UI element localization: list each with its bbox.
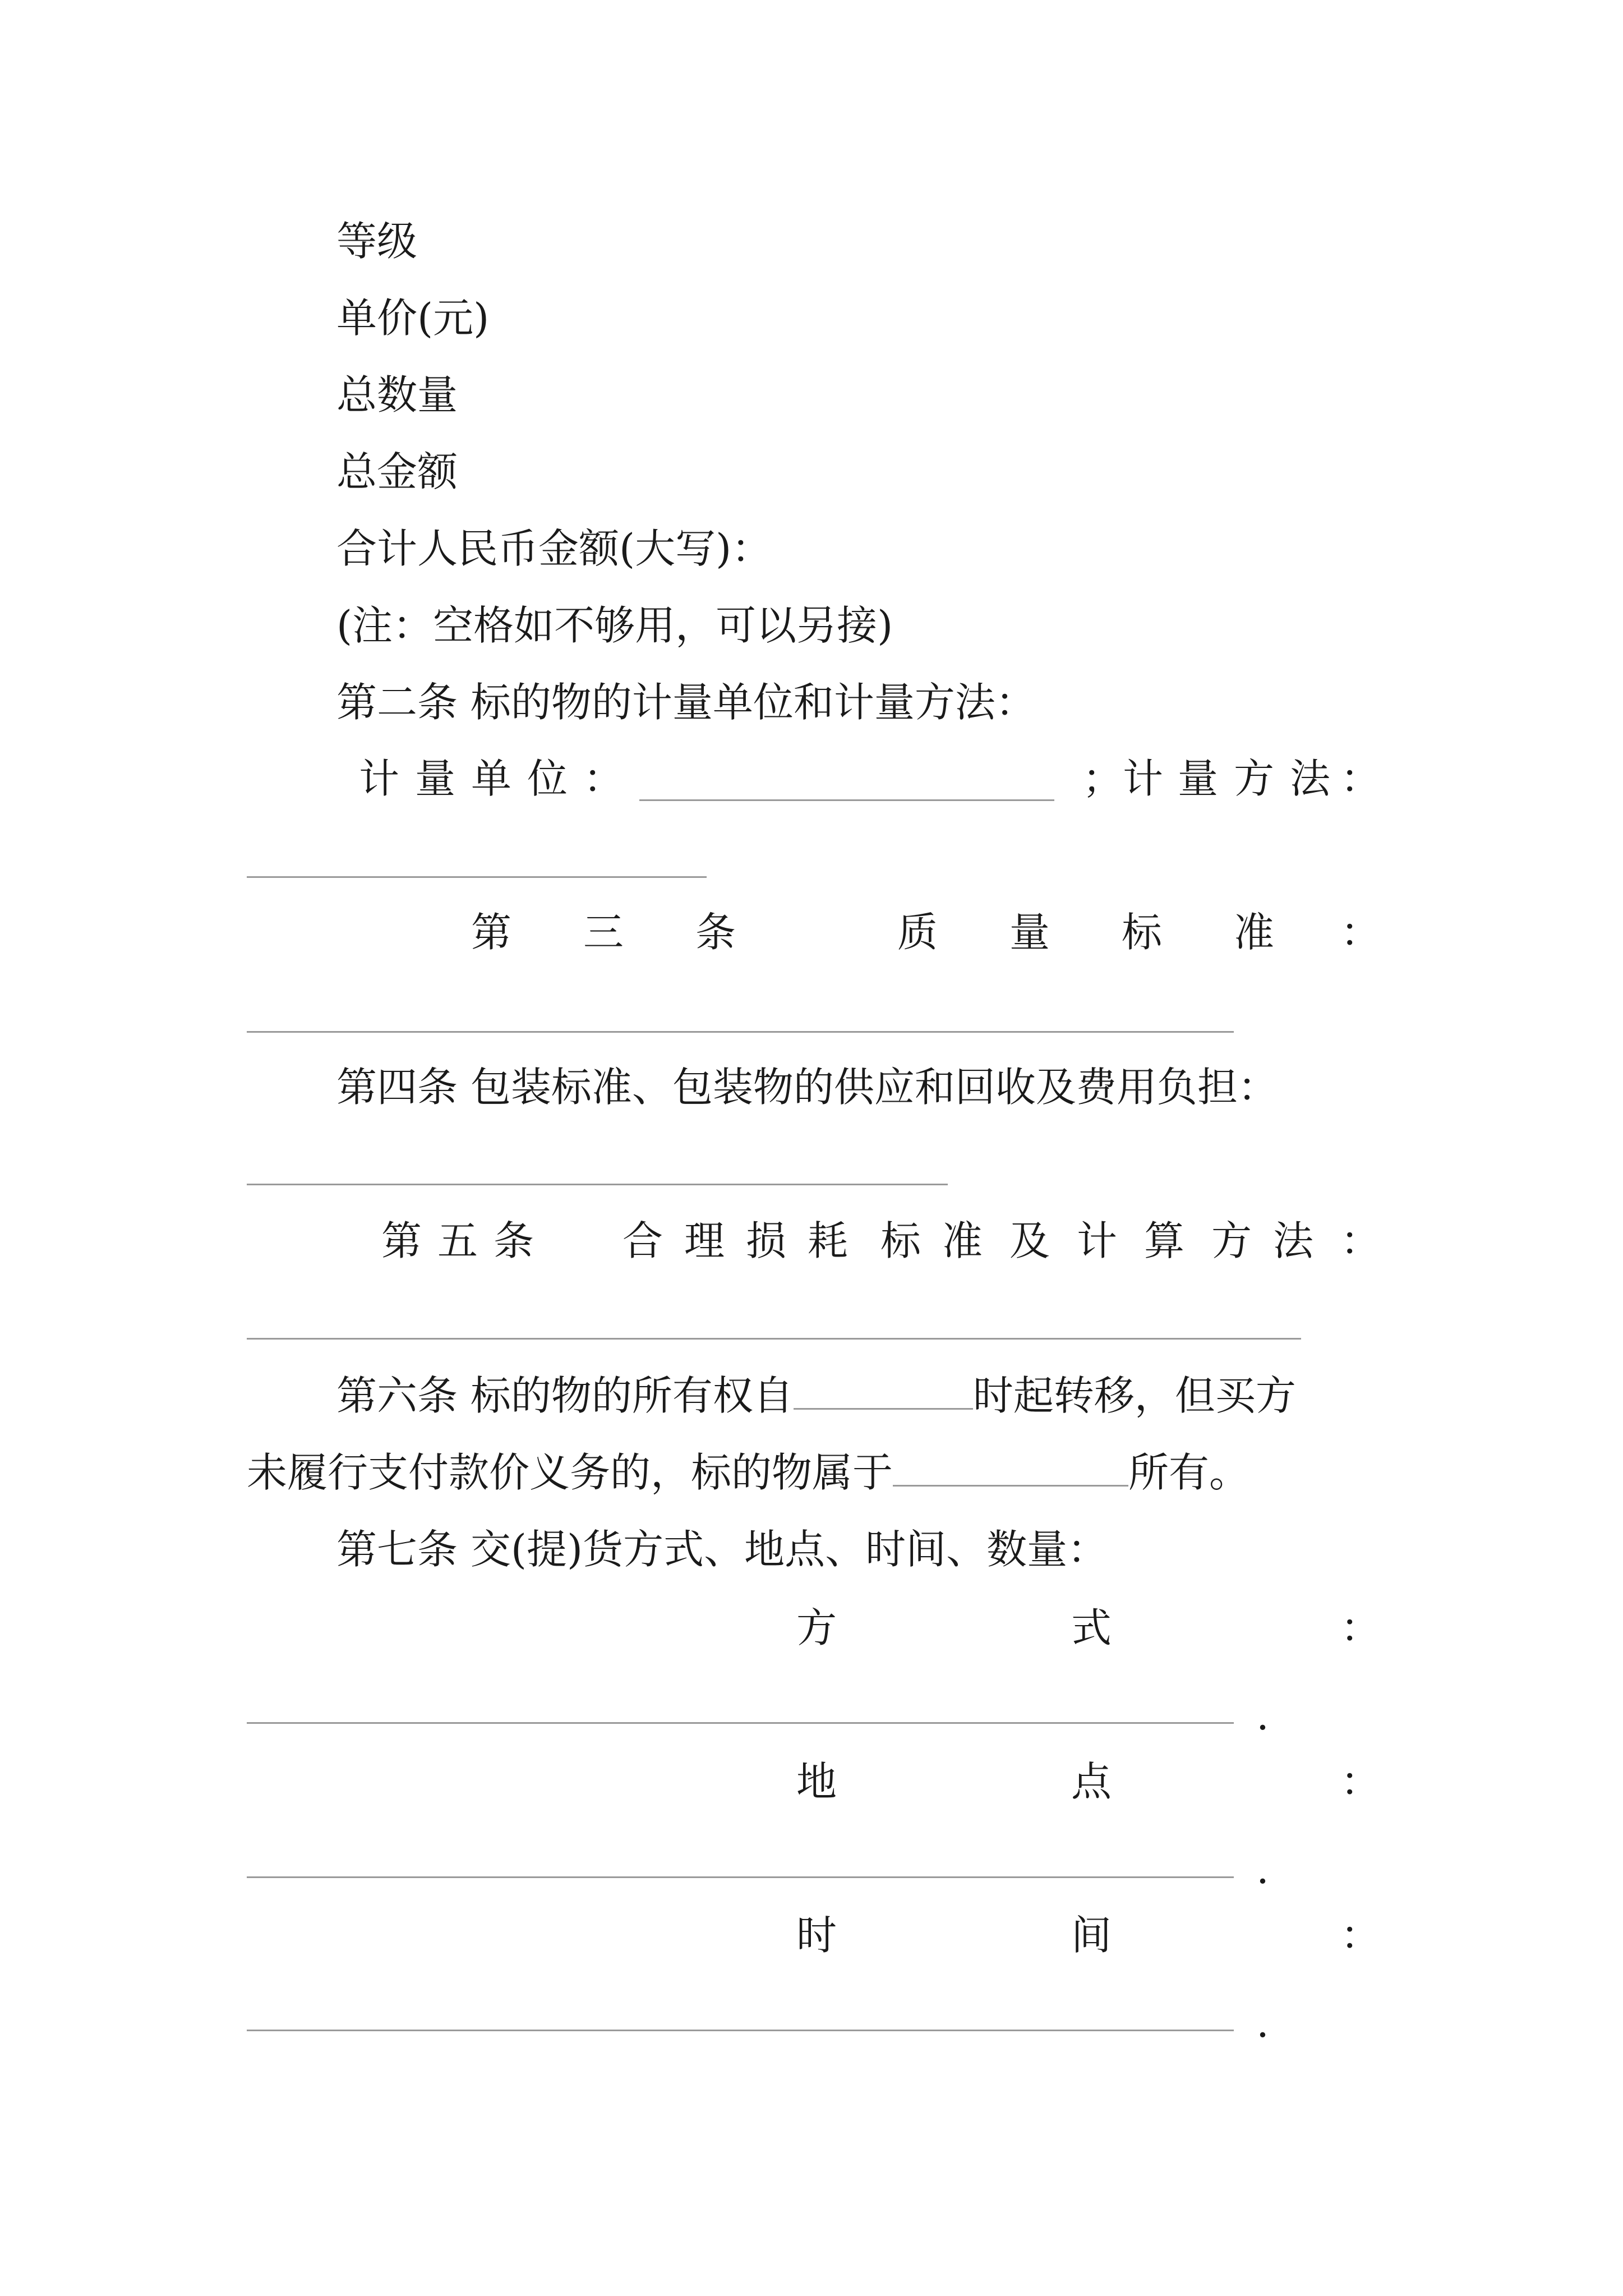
method-char: ；计 <box>1082 755 1164 802</box>
delivery-time-blank[interactable] <box>247 2030 1234 2031</box>
article-5-char: 损 <box>746 1217 787 1264</box>
delivery-time-char: 时 <box>796 1912 837 1959</box>
article-5-char: 五 <box>437 1217 478 1264</box>
article-6-line-1 <box>336 1368 1296 1424</box>
article-3-char: 条 <box>695 909 736 956</box>
unit-char: 计 <box>359 755 400 802</box>
article-5-char: 计 <box>1077 1217 1118 1264</box>
article-5-char: 方 <box>1211 1217 1252 1264</box>
article-6-text-a: 第六条 标的物的所有权自 <box>336 1372 794 1419</box>
article-5-char: ： <box>1340 1217 1381 1264</box>
article-5-char: 标 <box>880 1217 921 1264</box>
article-5-char: 条 <box>494 1217 534 1264</box>
article-5-char: 合 <box>623 1217 663 1264</box>
delivery-time-end: . <box>1256 1999 1269 2046</box>
method-char: 法 <box>1290 755 1331 802</box>
method-char: ： <box>1340 755 1381 802</box>
delivery-place-blank[interactable] <box>247 1876 1234 1878</box>
loss-standard-blank[interactable] <box>247 1338 1301 1340</box>
article-5-char: 及 <box>1009 1217 1050 1264</box>
unit-char: 单 <box>471 755 512 802</box>
grade-label: 等级 <box>336 218 418 265</box>
article-4-title: 第四条 包装标准、包装物的供应和回收及费用负担： <box>336 1064 1278 1111</box>
delivery-method-char: 方 <box>796 1604 837 1651</box>
article-3-char: 第 <box>471 909 512 956</box>
article-6-text-b: 时起转移，但买方 <box>972 1372 1296 1419</box>
total-amount-label: 总金额 <box>336 448 458 495</box>
article-5-char: 法 <box>1273 1217 1314 1264</box>
article-3-char: 准 <box>1234 909 1275 956</box>
note-text: (注：空格如不够用，可以另接) <box>336 602 893 649</box>
article-5-char: 算 <box>1144 1217 1185 1264</box>
delivery-place-end: . <box>1256 1846 1269 1893</box>
article-3-char: 标 <box>1122 909 1163 956</box>
delivery-time-char: 间 <box>1071 1912 1112 1959</box>
delivery-place-char: 点 <box>1071 1758 1112 1805</box>
delivery-place-char: 地 <box>796 1758 837 1805</box>
delivery-method-char: 式 <box>1071 1604 1112 1651</box>
packaging-blank[interactable] <box>247 1184 948 1185</box>
article-3-char: ： <box>1340 909 1381 956</box>
quality-standard-blank[interactable] <box>247 1031 1234 1033</box>
delivery-time-colon: ： <box>1340 1912 1381 1959</box>
article-5-char: 理 <box>684 1217 725 1264</box>
method-char: 量 <box>1178 755 1219 802</box>
article-6-line-2 <box>247 1444 1249 1501</box>
unit-char: 位 <box>527 755 568 802</box>
article-7-title: 第七条 交(提)货方式、地点、时间、数量： <box>336 1526 1108 1573</box>
article-6-text-d: 所有。 <box>1128 1449 1250 1496</box>
method-char: 方 <box>1234 755 1275 802</box>
article-3-char: 三 <box>583 909 624 956</box>
unit-blank[interactable] <box>639 799 1054 801</box>
owner-blank[interactable] <box>893 1451 1128 1487</box>
delivery-place-colon: ： <box>1340 1758 1381 1805</box>
article-5-char: 准 <box>942 1217 983 1264</box>
article-3-char: 质 <box>897 909 938 956</box>
article-2-title: 第二条 标的物的计量单位和计量方法： <box>336 679 1036 726</box>
article-5-char: 第 <box>381 1217 422 1264</box>
unit-price-label: 单价(元) <box>336 295 490 342</box>
article-3-char: 量 <box>1009 909 1050 956</box>
delivery-method-colon: ： <box>1340 1604 1381 1651</box>
unit-char: 量 <box>415 755 456 802</box>
article-6-text-c: 未履行支付款价义务的，标的物属于 <box>247 1449 893 1496</box>
method-blank[interactable] <box>247 876 707 878</box>
rmb-total-label: 合计人民币金额(大写)： <box>336 525 772 572</box>
article-5-char: 耗 <box>808 1217 849 1264</box>
delivery-method-end: . <box>1256 1692 1269 1739</box>
transfer-time-blank[interactable] <box>794 1374 973 1410</box>
total-quantity-label: 总数量 <box>336 371 458 418</box>
unit-char: ： <box>583 755 624 802</box>
delivery-method-blank[interactable] <box>247 1722 1234 1724</box>
